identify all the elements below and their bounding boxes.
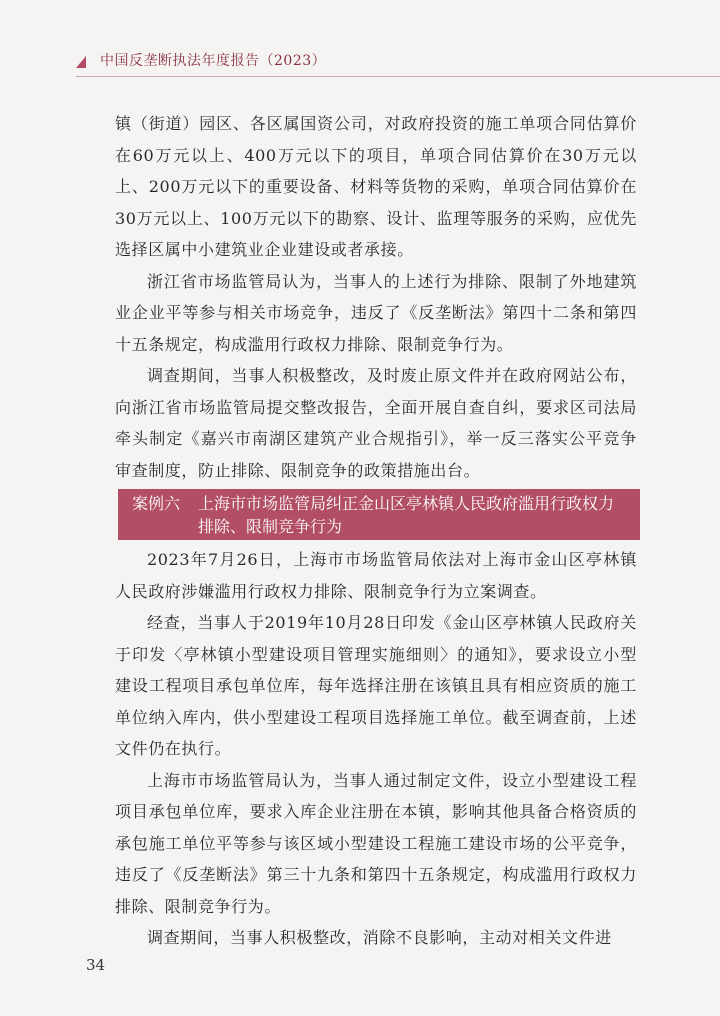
- case-title: 上海市市场监管局纠正金山区亭林镇人民政府滥用行政权力排除、限制竞争行为: [198, 494, 615, 536]
- paragraph: 2023年7月26日，上海市市场监管局依法对上海市金山区亭林镇人民政府涉嫌滥用行政权力排除、限制竞争行为立案调查。: [115, 550, 637, 601]
- paragraph: 镇（街道）园区、各区属国资公司，对政府投资的施工单项合同估算价在60万元以上、400万元以下的项目，单项合同估算价在30万元以上、200万元以下的重要设备、材料等货物的采购，单项合同估算价在30万元以上、100万元以下的勘察、设计、监理等服务的采购，应优先选择区属中小建筑业企业建设或者承接。: [115, 114, 637, 259]
- body-text-bottom: [115, 544, 637, 954]
- case-label: 案例六: [132, 494, 181, 513]
- header-title: 中国反垄断执法年度报告（2023）: [100, 53, 327, 69]
- header-triangle-mark: [76, 56, 86, 68]
- paragraph: 上海市市场监管局认为，当事人通过制定文件，设立小型建设工程项目承包单位库，要求入库企业注册在本镇，影响其他具备合格资质的承包施工单位平等参与该区域小型建设工程施工建设市场的公平竞争，违反了《反垄断法》第三十九条和第四十五条规定，构成滥用行政权力排除、限制竞争行为。: [115, 770, 637, 916]
- paragraph: 经查，当事人于2019年10月28日印发《金山区亭林镇人民政府关于印发〈亭林镇小型建设项目管理实施细则〉的通知》，要求设立小型建设工程项目承包单位库，每年选择注册在该镇且具有相应资质的施工单位纳入库内，供小型建设工程项目选择施工单位。截至调查前，上述文件仍在执行。: [115, 613, 637, 758]
- running-header: [0, 46, 720, 86]
- page-number: 34: [86, 956, 106, 974]
- header-rule: [76, 76, 720, 77]
- paragraph: 调查期间，当事人积极整改，消除不良影响，主动对相关文件进: [147, 928, 612, 947]
- case-heading-box: [118, 489, 640, 540]
- paragraph: 调查期间，当事人积极整改，及时废止原文件并在政府网站公布，向浙江省市场监管局提交整改报告，全面开展自查自纠，要求区司法局牵头制定《嘉兴市南湖区建筑产业合规指引》，举一反三落实公平竞争审查制度，防止排除、限制竞争的政策措施出台。: [115, 366, 637, 480]
- body-text-top: [115, 108, 637, 486]
- paragraph: 浙江省市场监管局认为，当事人的上述行为排除、限制了外地建筑业企业平等参与相关市场竞争，违反了《反垄断法》第四十二条和第四十五条规定，构成滥用行政权力排除、限制竞争行为。: [115, 271, 637, 354]
